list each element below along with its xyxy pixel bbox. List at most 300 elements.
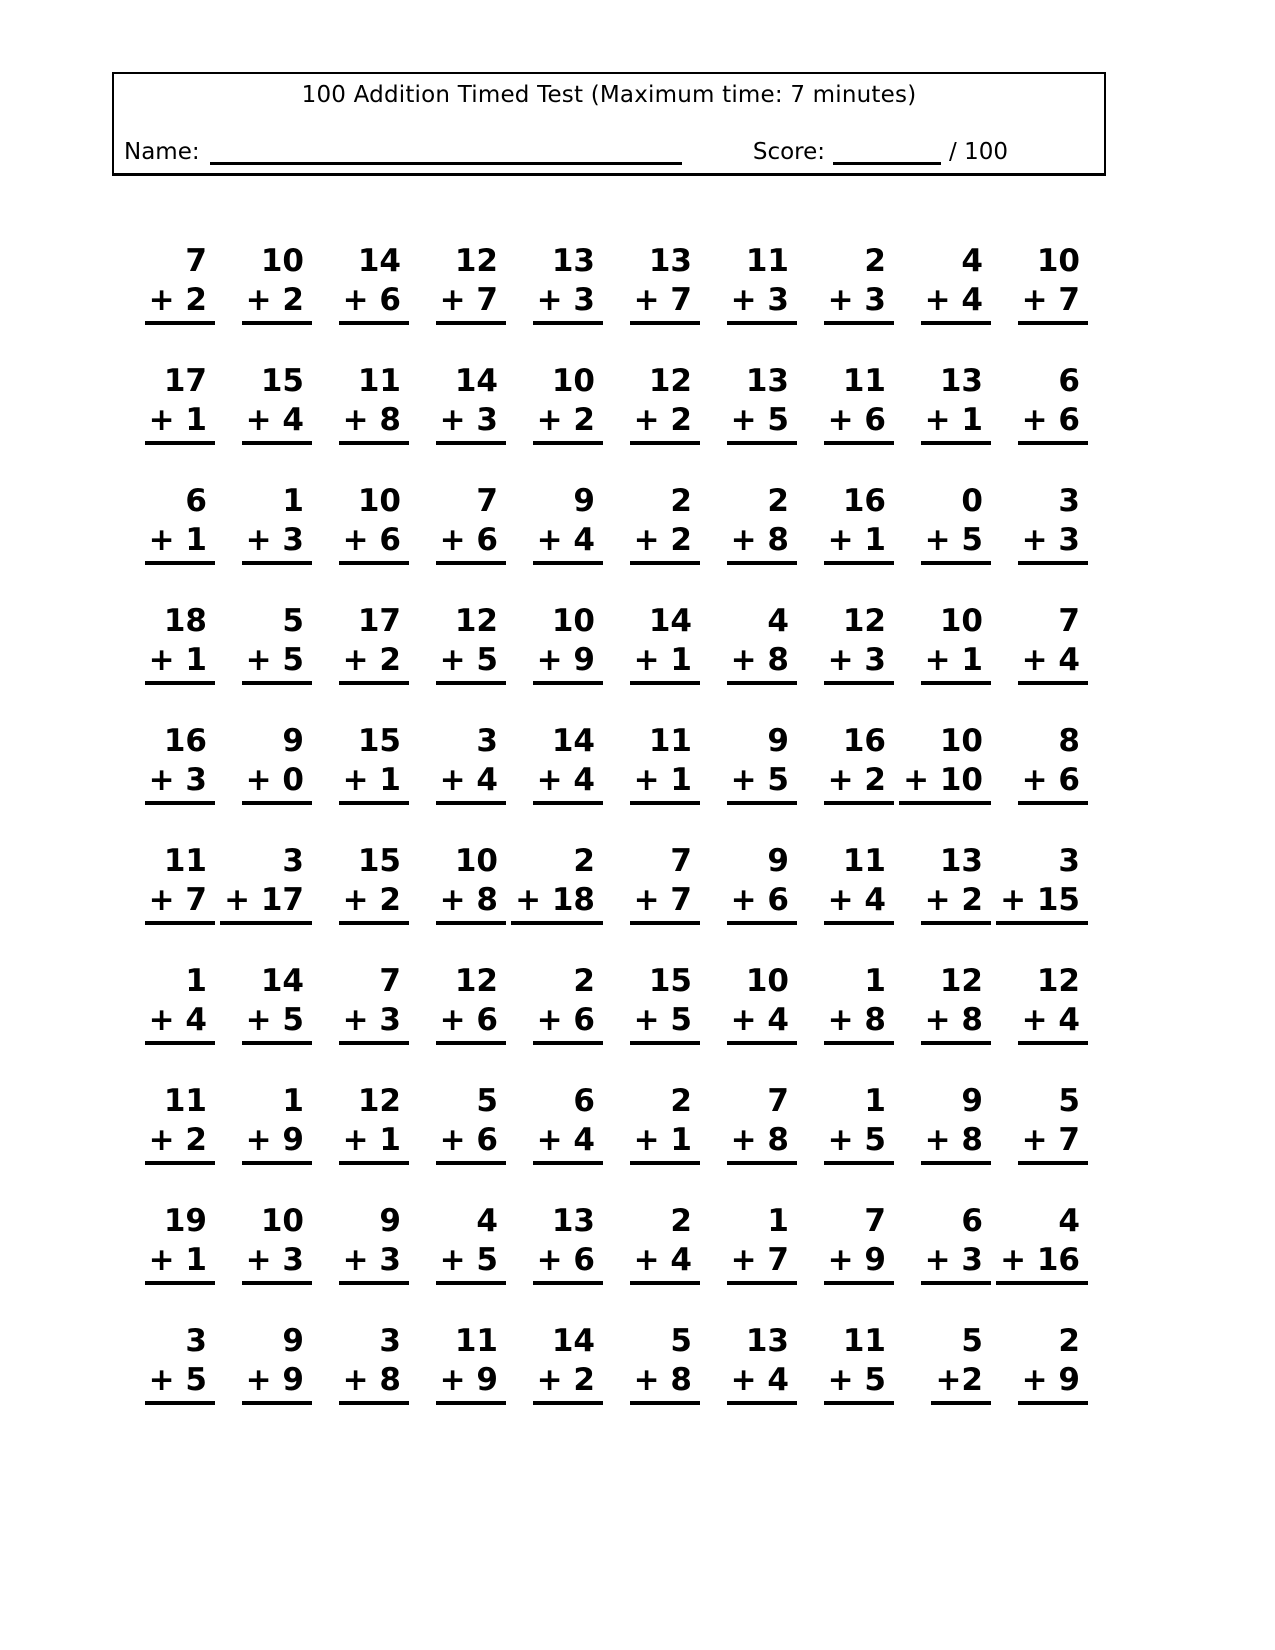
problem-cell: [991, 483, 1088, 565]
top-number: 15: [648, 963, 692, 999]
top-number: 2: [1058, 1323, 1080, 1359]
top-number: 10: [939, 603, 983, 639]
problem-row: [118, 723, 1098, 805]
top-number: 1: [864, 1083, 886, 1119]
addend-with-answer-line: + 1: [145, 521, 215, 565]
score-field-group: [753, 138, 1008, 165]
addend-with-answer-line: + 4: [533, 521, 603, 565]
problem-cell: [991, 963, 1088, 1045]
problem-cell: [894, 363, 991, 445]
problem-row: [118, 1203, 1098, 1285]
addend-with-answer-line: + 5: [824, 1121, 894, 1165]
top-number: 13: [551, 1203, 595, 1239]
score-denominator: / 100: [949, 139, 1008, 165]
top-number: 12: [1036, 963, 1080, 999]
problem-row: [118, 843, 1098, 925]
top-number: 10: [1036, 243, 1080, 279]
top-number: 5: [670, 1323, 692, 1359]
top-number: 14: [357, 243, 401, 279]
top-number: 4: [476, 1203, 498, 1239]
addend-with-answer-line: + 1: [339, 1121, 409, 1165]
addend-with-answer-line: + 8: [339, 1361, 409, 1405]
addend-with-answer-line: + 8: [824, 1001, 894, 1045]
top-number: 9: [767, 723, 789, 759]
top-number: 9: [282, 1323, 304, 1359]
top-number: 4: [1058, 1203, 1080, 1239]
problem-cell: [506, 243, 603, 325]
problem-cell: [797, 483, 894, 565]
addend-with-answer-line: + 1: [921, 401, 991, 445]
top-number: 12: [357, 1083, 401, 1119]
problem-cell: [312, 363, 409, 445]
addend-with-answer-line: + 2: [824, 761, 894, 805]
top-number: 9: [379, 1203, 401, 1239]
top-number: 11: [842, 1323, 886, 1359]
addend-with-answer-line: + 9: [242, 1361, 312, 1405]
top-number: 19: [163, 1203, 207, 1239]
problem-cell: [506, 723, 603, 805]
top-number: 9: [767, 843, 789, 879]
top-number: 12: [454, 603, 498, 639]
addend-with-answer-line: + 5: [921, 521, 991, 565]
addend-with-answer-line: + 4: [1018, 1001, 1088, 1045]
problem-cell: [409, 363, 506, 445]
addend-with-answer-line: + 6: [727, 881, 797, 925]
problem-cell: [700, 603, 797, 685]
top-number: 13: [745, 1323, 789, 1359]
problem-cell: [603, 363, 700, 445]
top-number: 10: [939, 723, 983, 759]
top-number: 7: [670, 843, 692, 879]
problem-cell: [506, 1203, 603, 1285]
top-number: 0: [961, 483, 983, 519]
top-number: 13: [939, 363, 983, 399]
problem-cell: [700, 363, 797, 445]
top-number: 5: [1058, 1083, 1080, 1119]
addend-with-answer-line: + 4: [242, 401, 312, 445]
problems-grid: [118, 243, 1098, 1443]
addend-with-answer-line: + 5: [436, 641, 506, 685]
problem-cell: [991, 1203, 1088, 1285]
top-number: 6: [961, 1203, 983, 1239]
problem-cell: [118, 483, 215, 565]
addend-with-answer-line: + 1: [630, 761, 700, 805]
addend-with-answer-line: + 3: [824, 641, 894, 685]
top-number: 1: [282, 1083, 304, 1119]
problem-cell: [215, 243, 312, 325]
top-number: 10: [551, 363, 595, 399]
top-number: 17: [163, 363, 207, 399]
problem-cell: [603, 1203, 700, 1285]
addend-with-answer-line: + 10: [899, 761, 991, 805]
top-number: 12: [939, 963, 983, 999]
top-number: 11: [163, 843, 207, 879]
problem-cell: [215, 963, 312, 1045]
addend-with-answer-line: + 4: [533, 1121, 603, 1165]
addend-with-answer-line: + 16: [996, 1241, 1088, 1285]
problem-cell: [118, 1083, 215, 1165]
addend-with-answer-line: + 4: [824, 881, 894, 925]
addend-with-answer-line: + 7: [1018, 281, 1088, 325]
addend-with-answer-line: + 7: [145, 881, 215, 925]
top-number: 14: [454, 363, 498, 399]
problem-cell: [991, 723, 1088, 805]
addend-with-answer-line: + 6: [533, 1001, 603, 1045]
problem-cell: [506, 603, 603, 685]
addend-with-answer-line: + 3: [533, 281, 603, 325]
top-number: 7: [864, 1203, 886, 1239]
addend-with-answer-line: + 7: [727, 1241, 797, 1285]
top-number: 3: [379, 1323, 401, 1359]
problem-cell: [603, 963, 700, 1045]
addend-with-answer-line: + 4: [145, 1001, 215, 1045]
problem-cell: [894, 1203, 991, 1285]
problem-cell: [603, 723, 700, 805]
top-number: 11: [745, 243, 789, 279]
top-number: 14: [551, 723, 595, 759]
problem-cell: [215, 843, 312, 925]
addend-with-answer-line: + 4: [533, 761, 603, 805]
addend-with-answer-line: + 3: [242, 521, 312, 565]
problem-cell: [506, 1323, 603, 1405]
top-number: 18: [163, 603, 207, 639]
problem-cell: [991, 603, 1088, 685]
problem-row: [118, 603, 1098, 685]
addend-with-answer-line: + 6: [1018, 761, 1088, 805]
problem-cell: [409, 843, 506, 925]
problem-cell: [603, 1323, 700, 1405]
addend-with-answer-line: + 3: [339, 1241, 409, 1285]
addend-with-answer-line: + 3: [727, 281, 797, 325]
score-label: Score:: [752, 139, 826, 165]
top-number: 7: [767, 1083, 789, 1119]
problem-cell: [215, 603, 312, 685]
addend-with-answer-line: + 2: [630, 521, 700, 565]
problem-cell: [991, 363, 1088, 445]
top-number: 4: [961, 243, 983, 279]
problem-cell: [506, 843, 603, 925]
problem-cell: [118, 843, 215, 925]
problem-cell: [894, 843, 991, 925]
addend-with-answer-line: + 17: [220, 881, 312, 925]
top-number: 5: [282, 603, 304, 639]
problem-cell: [118, 723, 215, 805]
name-blank-line: [210, 138, 682, 165]
addend-with-answer-line: + 5: [145, 1361, 215, 1405]
top-number: 5: [961, 1323, 983, 1359]
top-number: 3: [185, 1323, 207, 1359]
addend-with-answer-line: + 1: [339, 761, 409, 805]
top-number: 1: [767, 1203, 789, 1239]
problem-cell: [506, 363, 603, 445]
problem-cell: [312, 483, 409, 565]
top-number: 17: [357, 603, 401, 639]
problem-cell: [797, 963, 894, 1045]
problem-row: [118, 963, 1098, 1045]
addend-with-answer-line: + 2: [533, 401, 603, 445]
addend-with-answer-line: + 8: [921, 1001, 991, 1045]
problem-cell: [118, 963, 215, 1045]
top-number: 11: [648, 723, 692, 759]
problem-cell: [603, 1083, 700, 1165]
addend-with-answer-line: + 8: [727, 1121, 797, 1165]
addend-with-answer-line: + 3: [145, 761, 215, 805]
top-number: 5: [476, 1083, 498, 1119]
top-number: 4: [767, 603, 789, 639]
problem-cell: [700, 1203, 797, 1285]
top-number: 11: [163, 1083, 207, 1119]
addend-with-answer-line: + 9: [824, 1241, 894, 1285]
problem-cell: [506, 963, 603, 1045]
top-number: 16: [163, 723, 207, 759]
addend-with-answer-line: + 4: [630, 1241, 700, 1285]
addend-with-answer-line: + 6: [339, 521, 409, 565]
addend-with-answer-line: + 3: [242, 1241, 312, 1285]
top-number: 12: [454, 963, 498, 999]
addend-with-answer-line: + 2: [339, 641, 409, 685]
problem-cell: [894, 603, 991, 685]
addend-with-answer-line: + 5: [727, 401, 797, 445]
problem-row: [118, 363, 1098, 445]
addend-with-answer-line: + 4: [921, 281, 991, 325]
addend-with-answer-line: + 3: [1018, 521, 1088, 565]
problem-cell: [409, 723, 506, 805]
header-box: [112, 72, 1106, 176]
problem-cell: [409, 483, 506, 565]
problem-cell: [312, 1323, 409, 1405]
addend-with-answer-line: + 6: [436, 521, 506, 565]
problem-cell: [215, 723, 312, 805]
problem-cell: [797, 843, 894, 925]
problem-cell: [506, 1083, 603, 1165]
header-fields: [124, 138, 1094, 165]
problem-cell: [409, 963, 506, 1045]
problem-cell: [797, 1203, 894, 1285]
problem-cell: [991, 843, 1088, 925]
problem-cell: [603, 243, 700, 325]
addend-with-answer-line: + 8: [630, 1361, 700, 1405]
problem-cell: [215, 1083, 312, 1165]
problem-cell: [894, 963, 991, 1045]
top-number: 3: [1058, 843, 1080, 879]
top-number: 3: [282, 843, 304, 879]
top-number: 14: [260, 963, 304, 999]
problem-cell: [797, 243, 894, 325]
problem-cell: [409, 1323, 506, 1405]
top-number: 2: [864, 243, 886, 279]
addend-with-answer-line: + 2: [145, 1121, 215, 1165]
problem-row: [118, 243, 1098, 325]
addend-with-answer-line: + 4: [727, 1001, 797, 1045]
problem-cell: [312, 243, 409, 325]
problem-cell: [894, 243, 991, 325]
top-number: 7: [476, 483, 498, 519]
problem-cell: [215, 483, 312, 565]
problem-cell: [118, 1323, 215, 1405]
top-number: 15: [260, 363, 304, 399]
addend-with-answer-line: + 4: [436, 761, 506, 805]
problem-cell: [603, 843, 700, 925]
problem-cell: [409, 1083, 506, 1165]
top-number: 13: [745, 363, 789, 399]
problem-cell: [894, 723, 991, 805]
addend-with-answer-line: + 8: [727, 641, 797, 685]
problem-cell: [603, 483, 700, 565]
problem-cell: [700, 963, 797, 1045]
addend-with-answer-line: + 2: [339, 881, 409, 925]
top-number: 15: [357, 843, 401, 879]
addend-with-answer-line: + 9: [533, 641, 603, 685]
top-number: 6: [573, 1083, 595, 1119]
top-number: 8: [1058, 723, 1080, 759]
name-field-group: [124, 138, 682, 165]
addend-with-answer-line: + 1: [145, 401, 215, 445]
top-number: 13: [551, 243, 595, 279]
addend-with-answer-line: + 5: [242, 1001, 312, 1045]
top-number: 12: [454, 243, 498, 279]
problem-cell: [118, 603, 215, 685]
addend-with-answer-line: + 8: [436, 881, 506, 925]
addend-with-answer-line: + 5: [824, 1361, 894, 1405]
addend-with-answer-line: + 3: [921, 1241, 991, 1285]
problem-cell: [700, 1323, 797, 1405]
top-number: 10: [260, 1203, 304, 1239]
addend-with-answer-line: + 6: [533, 1241, 603, 1285]
addend-with-answer-line: + 18: [511, 881, 603, 925]
problem-row: [118, 483, 1098, 565]
problem-cell: [312, 1083, 409, 1165]
name-label: Name:: [124, 139, 200, 165]
addend-with-answer-line: + 7: [630, 881, 700, 925]
top-number: 2: [670, 483, 692, 519]
addend-with-answer-line: + 9: [1018, 1361, 1088, 1405]
problem-cell: [991, 1323, 1088, 1405]
top-number: 11: [357, 363, 401, 399]
score-blank-line: [833, 138, 941, 165]
top-number: 16: [842, 483, 886, 519]
addend-with-answer-line: + 1: [921, 641, 991, 685]
problem-cell: [312, 1203, 409, 1285]
problem-row: [118, 1083, 1098, 1165]
top-number: 14: [648, 603, 692, 639]
addend-with-answer-line: + 3: [339, 1001, 409, 1045]
top-number: 13: [939, 843, 983, 879]
problem-cell: [797, 1083, 894, 1165]
top-number: 10: [745, 963, 789, 999]
addend-with-answer-line: + 8: [727, 521, 797, 565]
problem-cell: [603, 603, 700, 685]
top-number: 2: [573, 963, 595, 999]
top-number: 12: [648, 363, 692, 399]
problem-cell: [118, 243, 215, 325]
top-number: 11: [454, 1323, 498, 1359]
addend-with-answer-line: + 1: [630, 641, 700, 685]
addend-with-answer-line: + 7: [1018, 1121, 1088, 1165]
addend-with-answer-line: + 7: [630, 281, 700, 325]
addend-with-answer-line: + 5: [436, 1241, 506, 1285]
problem-cell: [797, 723, 894, 805]
top-number: 10: [357, 483, 401, 519]
top-number: 11: [842, 363, 886, 399]
problem-cell: [506, 483, 603, 565]
addend-with-answer-line: + 0: [242, 761, 312, 805]
problem-cell: [409, 603, 506, 685]
problem-cell: [894, 1083, 991, 1165]
top-number: 14: [551, 1323, 595, 1359]
addend-with-answer-line: + 6: [1018, 401, 1088, 445]
addend-with-answer-line: + 3: [436, 401, 506, 445]
top-number: 15: [357, 723, 401, 759]
problem-cell: [409, 243, 506, 325]
addend-with-answer-line: + 1: [630, 1121, 700, 1165]
addend-with-answer-line: + 6: [436, 1001, 506, 1045]
problem-row: [118, 1323, 1098, 1405]
addend-with-answer-line: + 9: [242, 1121, 312, 1165]
top-number: 16: [842, 723, 886, 759]
top-number: 3: [476, 723, 498, 759]
top-number: 10: [551, 603, 595, 639]
top-number: 9: [282, 723, 304, 759]
addend-with-answer-line: + 5: [630, 1001, 700, 1045]
top-number: 1: [185, 963, 207, 999]
addend-with-answer-line: + 1: [145, 641, 215, 685]
problem-cell: [312, 603, 409, 685]
top-number: 7: [1058, 603, 1080, 639]
addend-with-answer-line: + 7: [436, 281, 506, 325]
problem-cell: [312, 723, 409, 805]
problem-cell: [215, 1323, 312, 1405]
top-number: 11: [842, 843, 886, 879]
addend-with-answer-line: + 8: [339, 401, 409, 445]
problem-cell: [118, 1203, 215, 1285]
addend-with-answer-line: + 9: [436, 1361, 506, 1405]
problem-cell: [215, 363, 312, 445]
addend-with-answer-line: + 2: [533, 1361, 603, 1405]
addend-with-answer-line: + 5: [242, 641, 312, 685]
top-number: 9: [573, 483, 595, 519]
problem-cell: [312, 963, 409, 1045]
top-number: 10: [260, 243, 304, 279]
addend-with-answer-line: + 2: [242, 281, 312, 325]
top-number: 2: [670, 1203, 692, 1239]
top-number: 1: [864, 963, 886, 999]
addend-with-answer-line: + 1: [824, 521, 894, 565]
top-number: 12: [842, 603, 886, 639]
addend-with-answer-line: + 5: [727, 761, 797, 805]
problem-cell: [312, 843, 409, 925]
addend-with-answer-line: + 8: [921, 1121, 991, 1165]
addend-with-answer-line: +2: [931, 1361, 991, 1405]
top-number: 2: [670, 1083, 692, 1119]
problem-cell: [118, 363, 215, 445]
problem-cell: [700, 243, 797, 325]
addend-with-answer-line: + 6: [824, 401, 894, 445]
top-number: 6: [185, 483, 207, 519]
top-number: 1: [282, 483, 304, 519]
problem-cell: [797, 363, 894, 445]
problem-cell: [894, 483, 991, 565]
top-number: 7: [379, 963, 401, 999]
test-title: 100 Addition Timed Test (Maximum time: 7 minutes): [301, 82, 917, 108]
problem-cell: [797, 603, 894, 685]
problem-cell: [797, 1323, 894, 1405]
top-number: 9: [961, 1083, 983, 1119]
addend-with-answer-line: + 1: [145, 1241, 215, 1285]
addend-with-answer-line: + 4: [1018, 641, 1088, 685]
top-number: 13: [648, 243, 692, 279]
top-number: 2: [573, 843, 595, 879]
addend-with-answer-line: + 2: [921, 881, 991, 925]
